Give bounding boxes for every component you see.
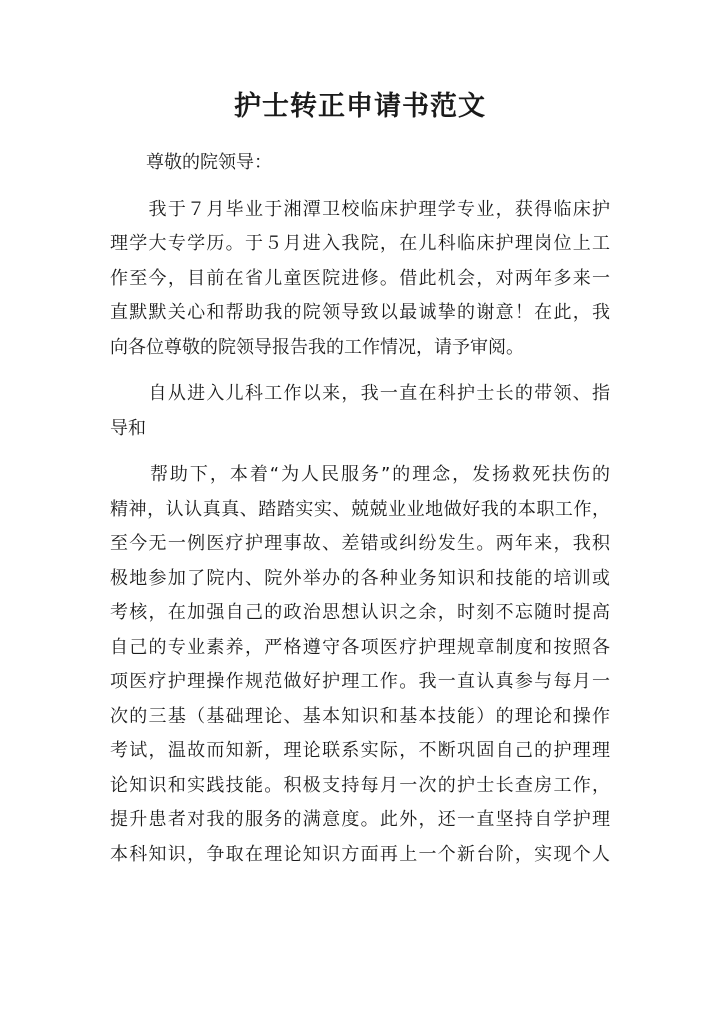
paragraph-gap [110,181,610,193]
paragraph-1 [110,193,610,366]
paragraph-line: 导和 [110,417,146,439]
paragraph-line: 论知识和实践技能。积极支持每月一次的护士长查房工作， [110,774,610,796]
paragraph-line: 至今无一例医疗护理事故、差错或纠纷发生。两年来，我积 [110,533,610,554]
document-title: 护士转正申请书范文 [234,91,486,122]
paragraph-line: 自从进入儿科工作以来，我一直在科护士长的带领、指 [110,383,610,404]
paragraph-line: 考核，在加强自己的政治思想认识之余，时刻不忘随时提高 [110,602,610,623]
paragraph-line: 自己的专业素养，严格遵守各项医疗护理规章制度和按照各 [110,636,610,658]
paragraph-gap [110,446,610,458]
paragraph-line: 帮助下，本着“为人民服务”的理念，发扬救死扶伤的 [110,464,610,485]
paragraph-line: 提升患者对我的服务的满意度。此外，还一直坚持自学护理 [110,809,610,830]
paragraph-line: 作至今，目前在省儿童医院进修。借此机会，对两年多来一 [110,267,610,289]
paragraph-line: 项医疗护理操作规范做好护理工作。我一直认真参与每月一 [110,671,610,692]
paragraph-3 [110,458,610,872]
paragraph-gap [110,365,610,377]
paragraph-line: 直默默关心和帮助我的院领导致以最诚挚的谢意！在此，我 [110,302,610,323]
paragraph-line: 次的三基（基础理论、基本知识和基本技能）的理论和操作 [110,705,610,727]
paragraph-line: 向各位尊敬的院领导报告我的工作情况，请予审阅。 [110,336,524,358]
greeting-line: 尊敬的院领导： [146,152,272,173]
document-body [110,146,610,872]
paragraph-line: 极地参加了院内、院外举办的各种业务知识和技能的培训或 [110,567,610,589]
paragraph-line: 考试，温故而知新，理论联系实际，不断巩固自己的护理理 [110,740,610,761]
paragraph-2 [110,377,610,446]
paragraph-line: 本科知识，争取在理论知识方面再上一个新台阶，实现个人 [110,843,610,865]
paragraph-line: 精神，认认真真、踏踏实实、兢兢业业地做好我的本职工作， [110,498,610,520]
paragraph-line: 理学大专学历。于５月进入我院，在儿科临床护理岗位上工 [110,233,610,254]
paragraph-line: 我于７月毕业于湘潭卫校临床护理学专业，获得临床护 [110,198,610,220]
